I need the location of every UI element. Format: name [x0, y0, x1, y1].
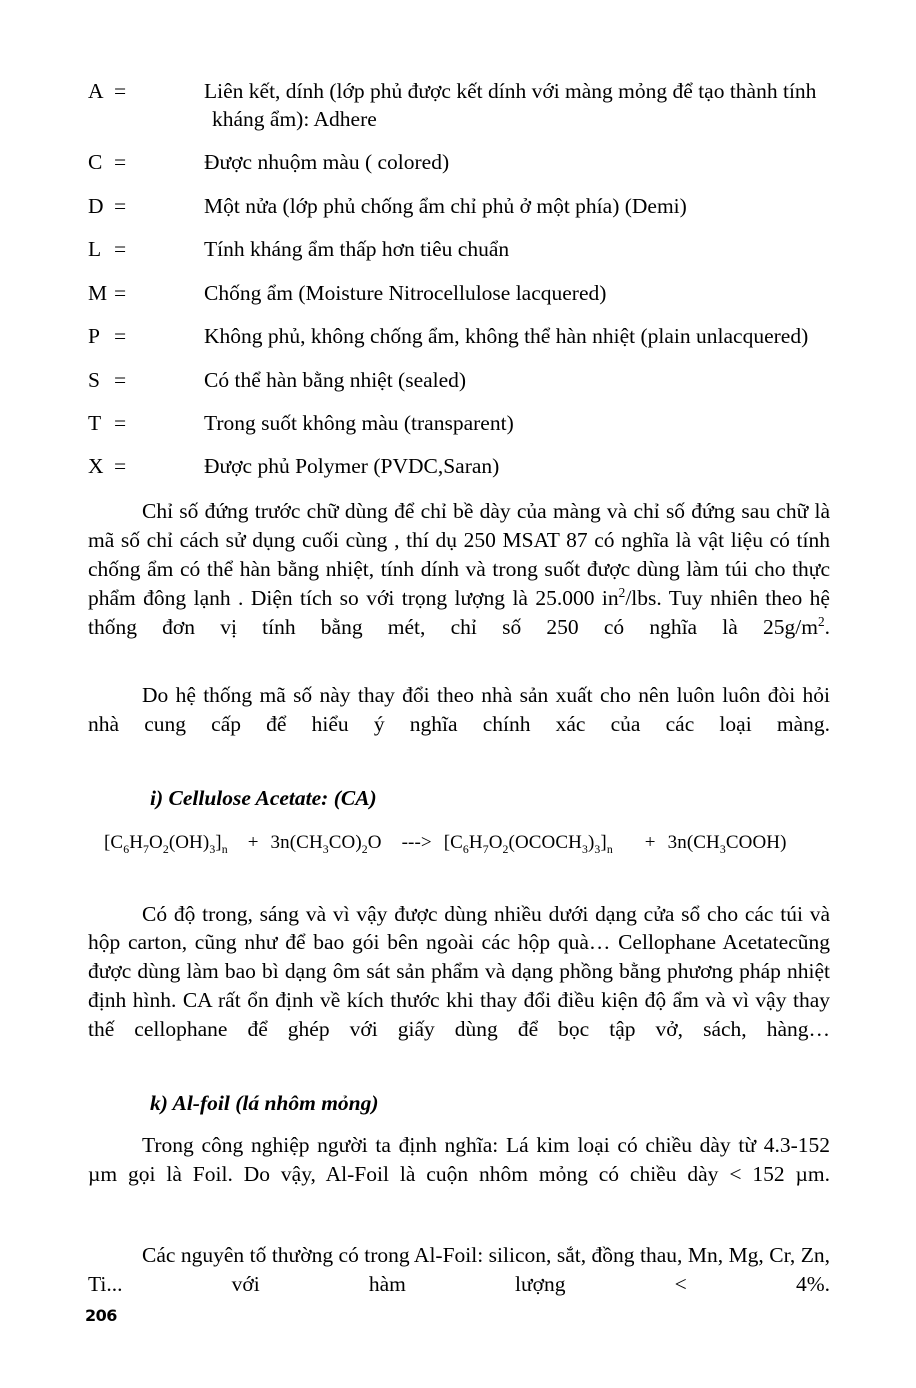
equation-part: ] — [600, 831, 607, 853]
equation-subscript: 7 — [482, 842, 489, 856]
paragraph-code-explanation — [88, 497, 830, 670]
equation-part: ) — [587, 831, 595, 853]
definition-item-a — [88, 78, 830, 134]
equation-subscript: n — [606, 842, 613, 856]
definition-equals: = — [114, 411, 127, 435]
definition-text: Chống ẩm (Moisture Nitrocellulose lacquered) — [204, 280, 607, 305]
film-code-definition-list — [88, 78, 830, 481]
equation-part: H — [468, 831, 483, 853]
equation-subscript: 7 — [143, 842, 149, 856]
equation-part: O — [149, 831, 163, 853]
heading-al-foil: k) Al-foil (lá nhôm mỏng) — [150, 1091, 379, 1115]
page-number: 206 — [85, 1306, 117, 1325]
definition-item-s — [88, 367, 830, 395]
equation-subscript: 3 — [322, 842, 329, 856]
definition-key: P — [88, 324, 100, 349]
code-explanation-superscript-2: 2 — [817, 613, 825, 629]
definition-key: M — [88, 280, 108, 305]
definition-item-l — [88, 236, 830, 264]
definition-equals: = — [114, 280, 127, 305]
definition-key: T — [88, 411, 102, 435]
definition-key: C — [88, 150, 103, 175]
spacer — [88, 874, 830, 900]
definition-equals: = — [114, 324, 127, 349]
equation-plus: + — [644, 831, 656, 853]
definition-text: Tính kháng ẩm thấp hơn tiêu chuẩn — [204, 237, 510, 262]
definition-text: Trong suốt không màu (transparent) — [204, 411, 514, 435]
definition-text: Không phủ, không chống ẩm, không thể hàn nhiệt (plain unlacquered) — [204, 324, 809, 349]
definition-item-m — [88, 280, 830, 308]
paragraph-cellulose-acetate-body: Có độ trong, sáng và vì vậy được dùng nhiều dưới dạng cửa sổ cho các túi và hộp carton, cũng như để bao gói bên ngoài các hộp quà… Cellophane Acetatecũng được dùng làm bao bì dạng ôm sát sản phẩm và dạng phồng bằng phương pháp nhiệt định hình. CA rất ổn định về kích thước khi thay đổi điều kiện độ ẩm và vì vậy thay thế cellophane để ghép với giấy dùng để bọc tập vở, sách, hàng… — [88, 901, 830, 1042]
equation-subscript: n — [221, 842, 228, 856]
definition-item-d — [88, 193, 830, 221]
definition-equals: = — [114, 367, 127, 392]
definition-item-p — [88, 323, 830, 351]
equation-subscript: 3 — [594, 842, 601, 856]
definition-text: Được nhuộm màu ( colored) — [204, 150, 450, 175]
definition-text: Liên kết, dính (lớp phủ được kết dính với màng mỏng để tạo thành tính kháng ẩm): Adhere — [204, 79, 817, 131]
equation-subscript: 6 — [123, 842, 130, 856]
definition-equals: = — [114, 193, 127, 218]
definition-key: S — [88, 367, 100, 392]
equation-part: (OH) — [168, 831, 210, 853]
paragraph-alfoil-definition: Trong công nghiệp người ta định nghĩa: Lá kim loại có chiều dày từ 4.3-152 µm gọi là Foil. Do vậy, Al-Foil là cuộn nhôm mỏng có chiều dày < 152 µm. — [88, 1132, 830, 1186]
definition-text: Một nửa (lớp phủ chống ẩm chỉ phủ ở một phía) (Demi) — [204, 193, 687, 218]
definition-item-c — [88, 149, 830, 177]
definition-key: X — [88, 454, 104, 479]
definition-equals: = — [114, 150, 127, 175]
code-explanation-text-3: . — [824, 614, 830, 639]
code-explanation-superscript-1: 2 — [618, 584, 626, 600]
definition-key: D — [88, 193, 104, 218]
heading-cellulose-acetate: i) Cellulose Acetate: (CA) — [150, 786, 377, 811]
definition-text: Được phủ Polymer (PVDC,Saran) — [204, 454, 500, 479]
equation-plus: + — [247, 831, 259, 853]
definition-equals: = — [114, 79, 127, 103]
equation-part: 3n(CH — [667, 831, 720, 853]
chemical-equation-cellulose-acetate — [88, 830, 830, 857]
spacer — [88, 1229, 830, 1241]
equation-part: O — [488, 831, 503, 853]
paragraph-manufacturer-variation: Do hệ thống mã số này thay đổi theo nhà sản xuất cho nên luôn luôn đòi hỏi nhà cung cấp để hiểu ý nghĩa chính xác của các loại màng. — [88, 683, 830, 737]
equation-subscript: 2 — [162, 842, 169, 856]
equation-part: O — [367, 831, 382, 853]
equation-part: [C — [443, 831, 463, 853]
equation-part: [C — [104, 831, 124, 853]
equation-part: (OCOCH — [508, 831, 582, 853]
equation-subscript: 6 — [462, 842, 469, 856]
definition-equals: = — [114, 454, 127, 479]
equation-arrow: ---> — [401, 831, 432, 853]
equation-subscript: 3 — [719, 842, 726, 856]
equation-subscript: 3 — [209, 842, 216, 856]
equation-subscript: 2 — [361, 842, 368, 856]
equation-part: COOH) — [725, 831, 787, 853]
code-explanation-text-2: /lbs. Tuy nhiên theo hệ thống đơn vị tính bằng mét, chỉ số 250 có nghĩa là 25g/m — [88, 585, 830, 639]
definition-equals: = — [114, 237, 127, 262]
definition-item-x — [88, 453, 830, 481]
equation-subscript: 3 — [581, 842, 588, 856]
definition-key: L — [88, 237, 102, 262]
equation-part: H — [129, 831, 144, 853]
equation-part: 3n(CH — [270, 831, 323, 853]
page-content — [88, 78, 830, 1338]
paragraph-alfoil-elements: Các nguyên tố thường có trong Al-Foil: silicon, sắt, đồng thau, Mn, Mg, Cr, Zn, Ti... với hàm lượng < 4%. — [88, 1242, 830, 1296]
code-explanation-text-1: Chỉ số đứng trước chữ dùng để chỉ bề dày của màng và chỉ số đứng sau chữ là mã số chỉ cách sử dụng cuối cùng , thí dụ 250 MSAT 87 có nghĩa là vật liệu có tính chống ẩm có thể hàn bằng nhiệt, tính dính và trong suốt được dùng làm túi cho thực phẩm đông lạnh . Diện tích so với trọng lượng là 25.000 in — [88, 498, 830, 610]
definition-item-t — [88, 410, 830, 438]
equation-part: CO) — [328, 831, 362, 853]
definition-text: Có thể hàn bằng nhiệt (sealed) — [204, 367, 467, 392]
equation-subscript: 2 — [502, 842, 509, 856]
equation-part: ] — [215, 831, 222, 853]
definition-key: A — [88, 79, 104, 103]
